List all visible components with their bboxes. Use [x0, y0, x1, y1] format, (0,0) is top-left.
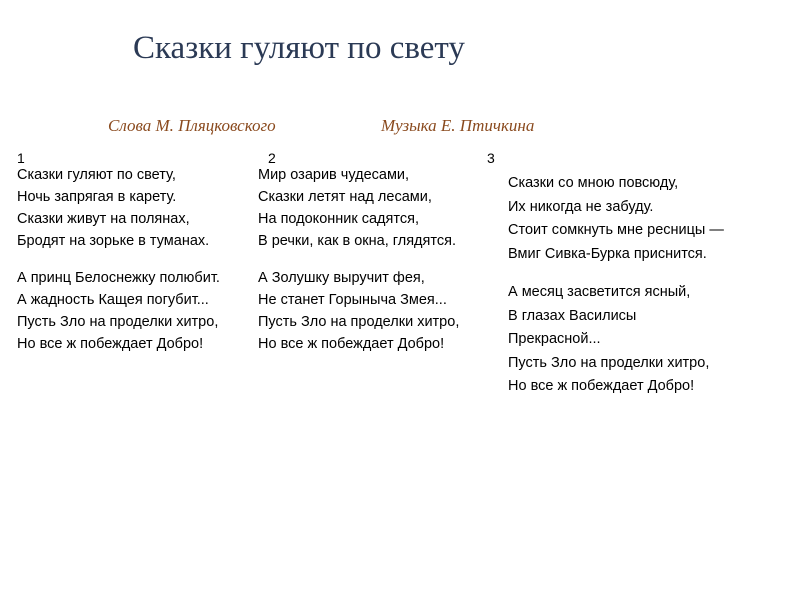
verse-1	[17, 164, 220, 355]
music-credit: Музыка Е. Птичкина	[381, 116, 535, 135]
verse-line: Пусть Зло на проделки хитро,	[258, 314, 460, 330]
verse-line: В глазах Василисы	[508, 307, 637, 324]
verse-line: Сказки гуляют по свету,	[17, 167, 176, 183]
verse-line: На подоконник садятся,	[258, 211, 419, 227]
lyrics-credit: Слова М. Пляцковского	[108, 116, 276, 135]
verse-2	[258, 164, 459, 355]
verse-line: Но все ж побеждает Добро!	[258, 336, 445, 352]
song-title: Сказки гуляют по свету	[133, 30, 465, 66]
verse-line: Сказки летят над лесами,	[258, 189, 432, 205]
verse-line: Мир озарив чудесами,	[258, 167, 410, 183]
verse-line: Пусть Зло на проделки хитро,	[508, 354, 710, 371]
verse-3-number: 3	[487, 150, 495, 166]
verse-line: Прекрасной...	[508, 331, 601, 347]
verse-3	[508, 172, 724, 399]
verse-line: А месяц засветится ясный,	[508, 284, 691, 300]
verse-line: Бродят на зорьке в туманах.	[17, 233, 210, 249]
verse-line: Но все ж побеждает Добро!	[508, 378, 695, 394]
verse-line: Вмиг Сивка-Бурка приснится.	[508, 245, 707, 262]
verse-1-number: 1	[17, 150, 25, 166]
verse-line: А жадность Кащея погубит...	[17, 292, 209, 308]
stanza-gap	[258, 252, 459, 267]
verse-line: В речки, как в окна, глядятся.	[258, 233, 456, 249]
verse-line: Не станет Горыныча Змея...	[258, 292, 447, 308]
verse-line: Сказки со мною повсюду,	[508, 175, 679, 191]
verse-line: Сказки живут на полянах,	[17, 211, 190, 227]
stanza-gap	[508, 266, 724, 281]
verse-line: А Золушку выручит фея,	[258, 270, 425, 286]
verse-line: Их никогда не забуду.	[508, 198, 654, 215]
verse-line: А принц Белоснежку полюбит.	[17, 270, 220, 286]
verse-line: Но все ж побеждает Добро!	[17, 336, 204, 352]
verse-line: Стоит сомкнуть мне ресницы —	[508, 222, 724, 238]
stanza-gap	[17, 252, 220, 267]
verse-line: Пусть Зло на проделки хитро,	[17, 314, 219, 330]
verse-line: Ночь запрягая в карету.	[17, 189, 177, 205]
verse-2-number: 2	[268, 150, 276, 166]
